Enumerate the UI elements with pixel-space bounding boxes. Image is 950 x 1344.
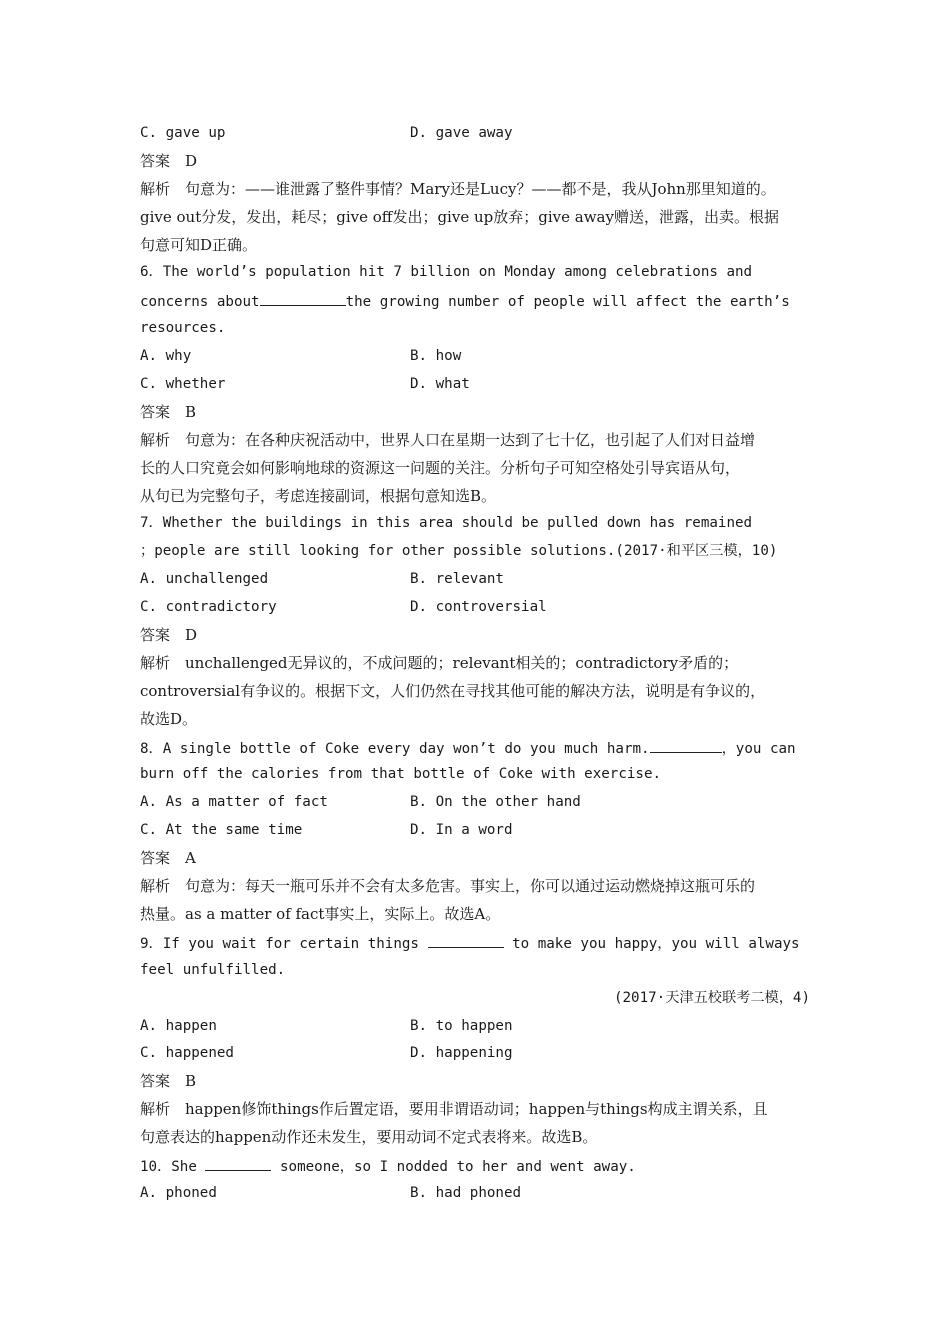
q6-analysis-line: 长的人口究竟会如何影响地球的资源这一问题的关注。分析句子可知空格处引导宾语从句， [140, 458, 741, 477]
q10-options-ab [140, 1180, 810, 1208]
q9-analysis-line: 解析 happen修饰things作后置定语，要用非谓语动词；happen与things构成主谓关系，且 [140, 1100, 768, 1119]
q8-stem-text: ，you can [721, 740, 796, 757]
answer-blank [428, 929, 504, 948]
q10-stem-text: 10．She [140, 1158, 197, 1175]
q8-stem-text: 8．A single bottle of Coke every day won’t do you much harm. [140, 740, 650, 757]
q6-option-a: A. why [140, 348, 192, 365]
q6-option-d: D. what [410, 376, 470, 393]
q6-analysis-line: 解析 句意为：在各种庆祝活动中，世界人口在星期一达到了七十亿，也引起了人们对日益增 [140, 430, 756, 449]
q7-stem-line: ；people are still looking for other possible solutions.(2017·和平区三模，10) [140, 543, 778, 560]
q6-stem-text: the growing number of people will affect the earth’s [345, 294, 790, 311]
q6-stem-line: resources. [140, 320, 226, 337]
document-page [140, 120, 810, 1208]
q7-answer: 答案 D [140, 626, 198, 645]
q6-stem-text: 6．The world’s population hit 7 billion on Monday among celebrations and [140, 264, 753, 281]
q6-option-c: C. whether [140, 376, 226, 393]
q9-stem-text: 9．If you wait for certain things [140, 935, 419, 952]
q8-analysis-line: 解析 句意为：每天一瓶可乐并不会有太多危害。事实上，你可以通过运动燃烧掉这瓶可乐的 [140, 877, 756, 896]
q10-option-a: A. phoned [140, 1184, 217, 1201]
q7-analysis-line: 解析 unchallenged无异议的，不成问题的；relevant相关的；contradictory矛盾的； [140, 653, 739, 672]
q10-stem-text: someone，so I nodded to her and went away. [280, 1158, 636, 1175]
q7-analysis-line: 故选D。 [140, 709, 198, 728]
q10-stem-line [140, 1152, 810, 1180]
q7-options-cd [140, 594, 810, 622]
q5-option-d: D. gave away [410, 125, 513, 141]
q6-stem-line [140, 287, 810, 315]
q9-stem-line [140, 929, 810, 957]
q7-option-c: C. contradictory [140, 599, 277, 616]
answer-blank [260, 287, 346, 306]
q8-option-c: C. At the same time [140, 822, 303, 839]
q5-option-c: C. gave up [140, 125, 226, 141]
q8-option-d: D. In a word [410, 822, 513, 839]
q6-stem-text: concerns about [140, 294, 260, 311]
q9-source: (2017·天津五校联考二模，4) [613, 989, 810, 1006]
q6-stem-line [140, 259, 810, 287]
q8-options-cd [140, 817, 810, 845]
q8-option-b: B. On the other hand [410, 794, 581, 811]
q8-options-ab [140, 789, 810, 817]
q9-options-ab [140, 1013, 810, 1041]
answer-blank [205, 1152, 271, 1171]
q5-analysis-line: give out分发，发出，耗尽；give off发出；give up放弃；give away赠送，泄露，出卖。根据 [140, 207, 779, 226]
q5-options-cd [140, 120, 810, 148]
q9-options-cd [140, 1040, 810, 1068]
q6-options-cd [140, 371, 810, 399]
q9-option-c: C. happened [140, 1045, 234, 1062]
q6-analysis-line: 从句已为完整句子，考虑连接副词，根据句意知选B。 [140, 486, 497, 505]
q6-option-b: B. how [410, 348, 462, 365]
q8-analysis-line: 热量。as a matter of fact事实上，实际上。故选A。 [140, 904, 501, 923]
q5-answer: 答案 D [140, 151, 198, 170]
q9-stem-text: to make you happy，you will always [512, 935, 800, 952]
q5-analysis-line: 解析 句意为：——谁泄露了整件事情？Mary还是Lucy？——都不是，我从John那里知道的。 [140, 179, 776, 198]
q9-answer: 答案 B [140, 1072, 197, 1091]
q7-analysis-line: controversial有争议的。根据下文，人们仍然在寻找其他可能的解决方法，说明是有争议的， [140, 681, 766, 700]
q7-options-ab [140, 566, 810, 594]
q8-option-a: A. As a matter of fact [140, 794, 328, 811]
q8-answer: 答案 A [140, 849, 196, 868]
q9-analysis-line: 句意表达的happen动作还未发生，要用动词不定式表将来。故选B。 [140, 1128, 598, 1147]
q10-option-b: B. had phoned [410, 1184, 522, 1201]
q7-option-a: A. unchallenged [140, 571, 269, 588]
q8-stem-line: burn off the calories from that bottle of Coke with exercise. [140, 766, 662, 783]
q9-option-b: B. to happen [410, 1017, 513, 1034]
q8-stem-line [140, 734, 810, 762]
q9-stem-line: feel unfulfilled. [140, 961, 286, 978]
q6-answer: 答案 B [140, 402, 197, 421]
q7-stem-line: 7．Whether the buildings in this area should be pulled down has remained [140, 515, 753, 532]
q7-option-d: D. controversial [410, 599, 547, 616]
q7-option-b: B. relevant [410, 571, 504, 588]
q9-option-d: D. happening [410, 1045, 513, 1062]
q5-analysis-line: 句意可知D正确。 [140, 235, 258, 254]
answer-blank [650, 734, 722, 753]
q6-options-ab [140, 343, 810, 371]
q9-option-a: A. happen [140, 1017, 217, 1034]
